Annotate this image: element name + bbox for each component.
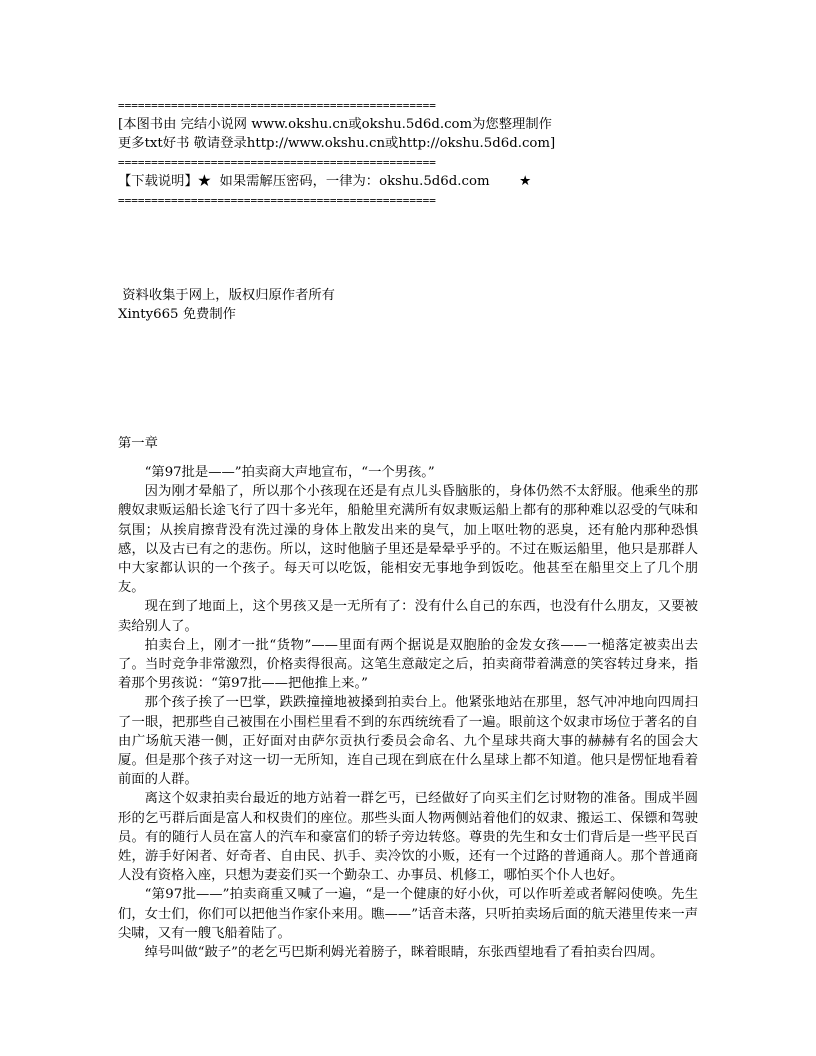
header-rule-middle: ================================================ — [118, 156, 436, 169]
header-rule-bottom: ================================================ — [118, 194, 436, 207]
paragraph: 那个孩子挨了一巴掌，跌跌撞撞地被搡到拍卖台上。他紧张地站在那里，怒气冲冲地向四周扫了一眼，把那些自己被围在小围栏里看不到的东西统统看了一遍。眼前这个奴隶市场位于著名的自由广场航天港一侧，正好面对由萨尔贡执行委员会命名、九个星球共商大事的赫赫有名的国会大厦。但是那个孩子对这一切一无所知，连自己现在到底在什么星球上都不知道。他只是愣怔地看着前面的人群。 — [118, 695, 698, 788]
credits-line-2: Xinty665 免费制作 — [118, 307, 236, 322]
header-rule-top: ================================================ — [118, 99, 436, 112]
chapter-title: 第一章 — [118, 436, 158, 451]
paragraph: “第97批是——”拍卖商大声地宣布，“一个男孩。” — [144, 465, 435, 480]
credits-line-1: 资料收集于网上，版权归原作者所有 — [118, 288, 335, 303]
paragraph: 拍卖台上，刚才一批“货物”——里面有两个据说是双胞胎的金发女孩——一槌落定被卖出去了。当时竞争非常激烈，价格卖得很高。这笔生意敲定之后，拍卖商带着满意的笑容转过身来，指着那个男孩说：“第97批——把他推上来。” — [118, 637, 698, 692]
paragraph: 因为刚才晕船了，所以那个小孩现在还是有点儿头昏脑胀的，身体仍然不太舒服。他乘坐的那艘奴隶贩运船长途飞行了四十多光年，船舱里充满所有奴隶贩运船上都有的那种难以忍受的气味和氛围；从挨肩擦背没有洗过澡的身体上散发出来的臭气，加上呕吐物的恶臭，还有舱内那种恐惧感，以及古已有之的悲伤。所以，这时他脑子里还是晕晕乎乎的。不过在贩运船里，他只是那群人中大家都认识的一个孩子。每天可以吃饭，能相安无事地争到饭吃。他甚至在船里交上了几个朋友。 — [118, 484, 698, 596]
header-line-1: [本图书由 完结小说网 www.okshu.cn或okshu.5d6d.com为您整理制作 — [118, 117, 552, 132]
header-line-2: 更多txt好书 敬请登录http://www.okshu.cn或http://okshu.5d6d.com] — [118, 136, 556, 151]
paragraph: 现在到了地面上，这个男孩又是一无所有了：没有什么自己的东西，也没有什么朋友，又要被卖给别人了。 — [118, 599, 698, 634]
download-note: 【下载说明】★ 如果需解压密码，一律为：okshu.5d6d.com ★ — [118, 174, 532, 189]
document-page — [118, 96, 698, 962]
paragraph: “第97批——”拍卖商重又喊了一遍，“是一个健康的好小伙，可以作听差或者解闷使唤。先生们，女士们，你们可以把他当作家仆来用。瞧——”话音未落，只听拍卖场后面的航天港里传来一声尖啸，又有一艘飞船着陆了。 — [118, 887, 698, 941]
paragraph: 离这个奴隶拍卖台最近的地方站着一群乞丐，已经做好了向买主们乞讨财物的准备。围成半圆形的乞丐群后面是富人和权贵们的座位。那些头面人物两侧站着他们的奴隶、搬运工、保镖和驾驶员。有的随行人员在富人的汽车和豪富们的轿子旁边转悠。尊贵的先生和女士们背后是一些平民百姓，游手好闲者、好奇者、自由民、扒手、卖冷饮的小贩，还有一个过路的普通商人。那个普通商人没有资格入座，只想为妻妾们买一个勤杂工、办事员、机修工，哪怕买个仆人也好。 — [118, 791, 698, 884]
paragraph: 绰号叫做“跛子”的老乞丐巴斯利姆光着膀子，眯着眼睛，东张西望地看了看拍卖台四周。 — [144, 945, 664, 961]
